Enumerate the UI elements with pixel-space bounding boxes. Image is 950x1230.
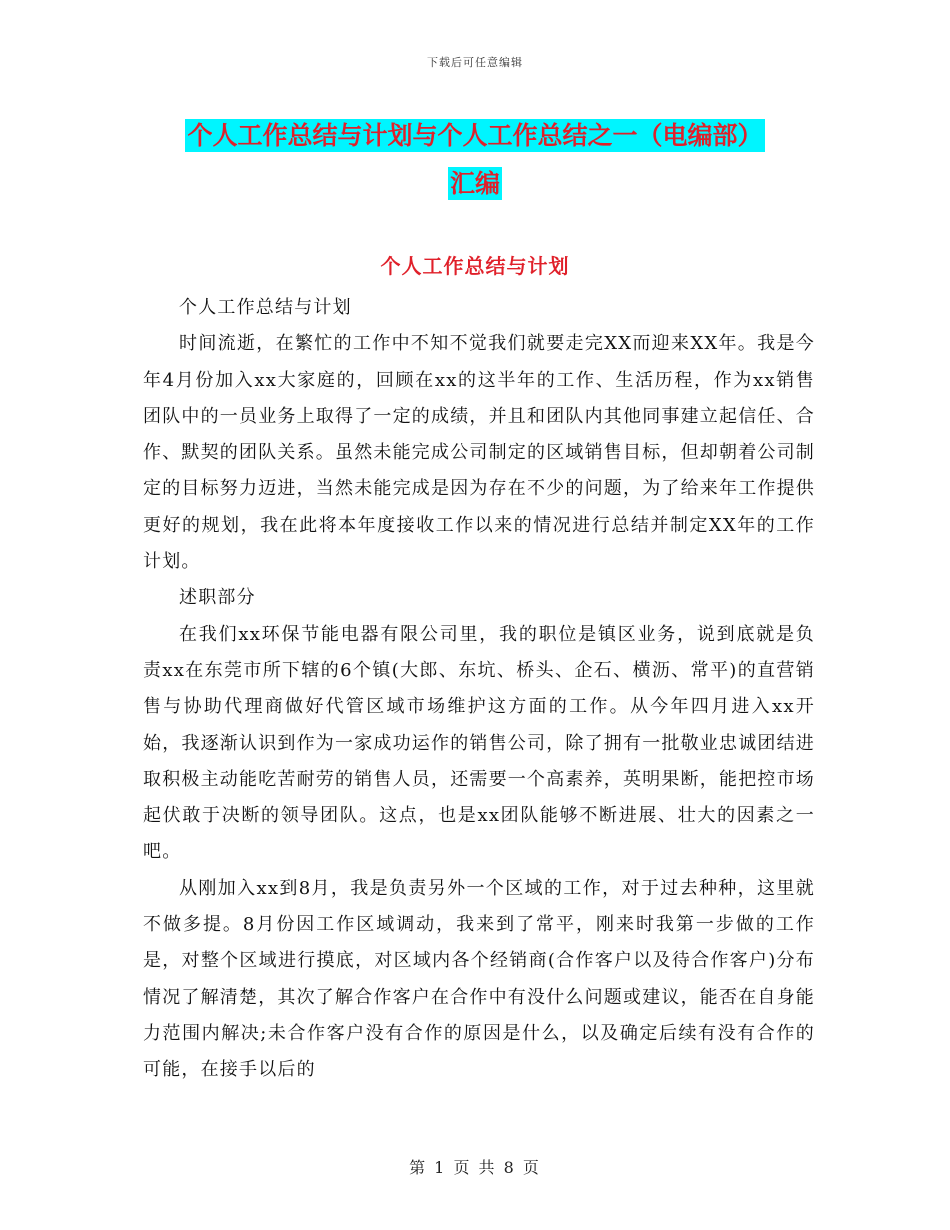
paragraph: 时间流逝，在繁忙的工作中不知不觉我们就要走完XX而迎来XX年。我是今年4月份加入xx大家庭的，回顾在xx的这半年的工作、生活历程，作为xx销售团队中的一员业务上取得了一定的成绩，并且和团队内其他同事建立起信任、合作、默契的团队关系。虽然未能完成公司制定的区域销售目标，但却朝着公司制定的目标努力迈进，当然未能完成是因为存在不少的问题，为了给来年工作提供更好的规划，我在此将本年度接收工作以来的情况进行总结并制定XX年的工作计划。 (143, 333, 815, 573)
page-number-footer: 第 1 页 共 8 页 (409, 1158, 541, 1177)
paragraph: 个人工作总结与计划 (179, 297, 352, 318)
paragraph: 在我们xx环保节能电器有限公司里，我的职位是镇区业务，说到底就是负责xx在东莞市所下辖的6个镇(大郎、东坑、桥头、企石、横沥、常平)的直营销售与协助代理商做好代管区域市场维护这方面的工作。从今年四月进入xx开始，我逐渐认识到作为一家成功运作的销售公司，除了拥有一批敬业忠诚团结进取积极主动能吃苦耐劳的销售人员，还需要一个高素养，英明果断，能把控市场起伏敢于决断的领导团队。这点，也是xx团队能够不断进展、壮大的因素之一吧。 (143, 623, 815, 863)
section-title: 个人工作总结与计划 (380, 254, 570, 278)
paragraph: 从刚加入xx到8月，我是负责另外一个区域的工作，对于过去种种，这里就不做多提。8月份因工作区域调动，我来到了常平，刚来时我第一步做的工作是，对整个区域进行摸底，对区域内各个经销商(合作客户以及待合作客户)分布情况了解清楚，其次了解合作客户在合作中有没什么问题或建议，能否在自身能力范围内解决;未合作客户没有合作的原因是什么，以及确定后续有没有合作的可能，在接手以后的 (143, 877, 815, 1081)
body-text (143, 290, 815, 1089)
document-title-line-2: 汇编 (449, 169, 500, 198)
document-title-line-1: 个人工作总结与计划与个人工作总结之一（电编部） (187, 121, 763, 150)
paragraph: 述职部分 (179, 587, 256, 609)
document-title (0, 112, 950, 208)
header-note: 下载后可任意编辑 (427, 56, 523, 69)
